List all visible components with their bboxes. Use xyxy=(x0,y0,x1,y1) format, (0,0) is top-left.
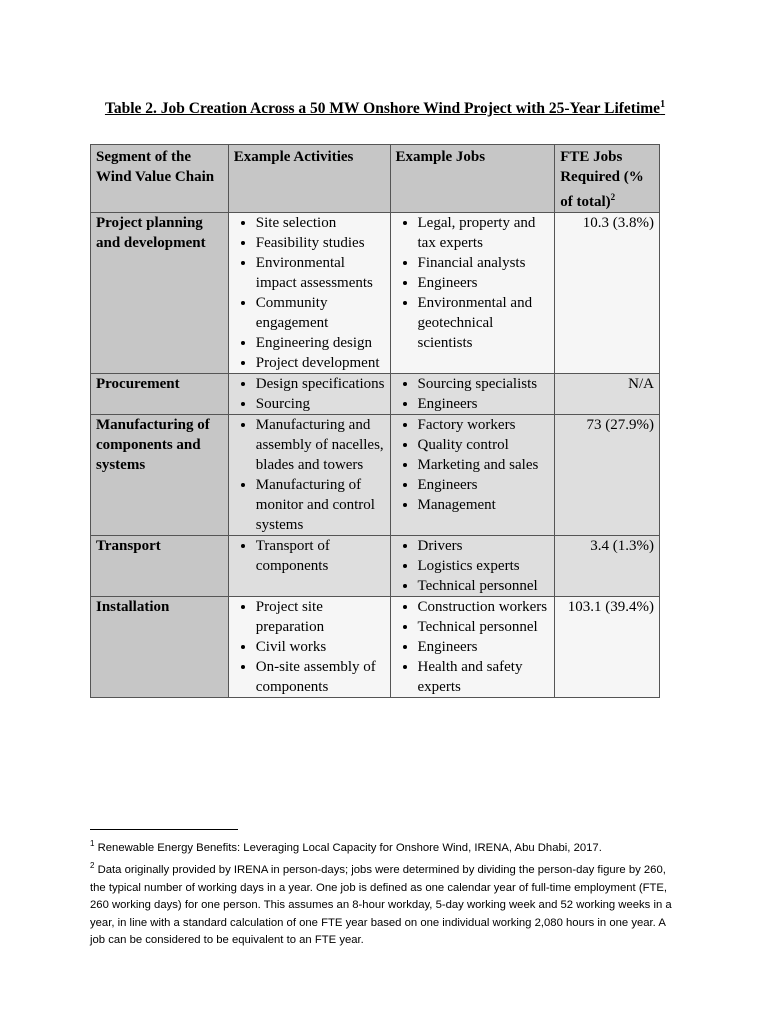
activity-item: • Civil works xyxy=(256,637,385,657)
footnote-1-ref: 1 xyxy=(90,839,95,848)
activities-cell xyxy=(228,415,390,536)
footnote-1-text: Renewable Energy Benefits: Leveraging Local Capacity for Onshore Wind, IRENA, Abu Dhabi, 2017. xyxy=(94,841,602,854)
activity-item: • Sourcing xyxy=(256,394,385,414)
job-item: • Technical personnel xyxy=(418,617,550,637)
footnote-2 xyxy=(90,857,680,949)
job-item: • Management xyxy=(418,495,550,515)
activities-cell xyxy=(228,597,390,698)
activity-item: • Manufacturing and assembly of nacelles, blades and towers xyxy=(256,415,385,475)
jobs-cell xyxy=(390,415,555,536)
table-row xyxy=(91,213,660,374)
segment-cell: Project planning and development xyxy=(91,213,229,374)
jobs-list xyxy=(396,536,550,596)
table-row xyxy=(91,415,660,536)
table-row xyxy=(91,597,660,698)
table-row xyxy=(91,536,660,597)
fte-cell: 73 (27.9%) xyxy=(555,415,660,536)
fte-cell: 103.1 (39.4%) xyxy=(555,597,660,698)
job-item: • Marketing and sales xyxy=(418,455,550,475)
job-item: • Quality control xyxy=(418,435,550,455)
job-item: • Environmental and geotechnical scientists xyxy=(418,293,550,353)
activity-item: • On-site assembly of components xyxy=(256,657,385,697)
activity-item: • Design specifications xyxy=(256,374,385,394)
activity-item: • Community engagement xyxy=(256,293,385,333)
segment-cell: Transport xyxy=(91,536,229,597)
activities-list xyxy=(234,213,385,373)
activities-list xyxy=(234,536,385,576)
job-item: • Legal, property and tax experts xyxy=(418,213,550,253)
job-item: • Drivers xyxy=(418,536,550,556)
segment-cell: Procurement xyxy=(91,374,229,415)
footnote-1 xyxy=(90,835,680,857)
activities-list xyxy=(234,597,385,697)
segment-cell: Manufacturing of components and systems xyxy=(91,415,229,536)
segment-cell: Installation xyxy=(91,597,229,698)
fte-cell: 10.3 (3.8%) xyxy=(555,213,660,374)
job-item: • Factory workers xyxy=(418,415,550,435)
caption-text: Table 2. Job Creation Across a 50 MW Onshore Wind Project with 25-Year Lifetime xyxy=(104,100,661,118)
job-item: • Financial analysts xyxy=(418,253,550,273)
jobs-cell xyxy=(390,374,555,415)
jobs-cell xyxy=(390,597,555,698)
job-item: • Logistics experts xyxy=(418,556,550,576)
activity-item: • Transport of components xyxy=(256,536,385,576)
footnote-separator xyxy=(90,829,238,830)
table-caption xyxy=(90,95,680,118)
activities-list xyxy=(234,374,385,414)
header-fte xyxy=(555,145,660,213)
fte-cell: 3.4 (1.3%) xyxy=(555,536,660,597)
header-segment: Segment of the Wind Value Chain xyxy=(91,145,229,213)
caption-footnote-ref: 1 xyxy=(660,99,666,110)
table-header-row xyxy=(91,145,660,213)
job-item: • Engineers xyxy=(418,394,550,414)
job-item: • Technical personnel xyxy=(418,576,550,596)
jobs-cell xyxy=(390,536,555,597)
activities-cell xyxy=(228,213,390,374)
activity-item: • Manufacturing of monitor and control systems xyxy=(256,475,385,535)
fte-cell: N/A xyxy=(555,374,660,415)
job-item: • Engineers xyxy=(418,637,550,657)
activities-cell xyxy=(228,536,390,597)
table-row xyxy=(91,374,660,415)
job-creation-table xyxy=(90,144,660,698)
activities-list xyxy=(234,415,385,535)
header-activities: Example Activities xyxy=(228,145,390,213)
header-fte-text: FTE Jobs Required (% of total) xyxy=(560,149,644,210)
jobs-list xyxy=(396,374,550,414)
jobs-list xyxy=(396,213,550,353)
job-item: • Engineers xyxy=(418,475,550,495)
job-item: • Engineers xyxy=(418,273,550,293)
activity-item: • Site selection xyxy=(256,213,385,233)
activities-cell xyxy=(228,374,390,415)
jobs-list xyxy=(396,415,550,515)
jobs-list xyxy=(396,597,550,697)
activity-item: • Feasibility studies xyxy=(256,233,385,253)
footnotes xyxy=(90,835,680,950)
header-jobs: Example Jobs xyxy=(390,145,555,213)
footnote-2-text: Data originally provided by IRENA in person-days; jobs were determined by dividing the person-day figure by 260, the typical number of working days in a year. One job is defined as one calendar year of full-time employment (FTE, 260 working days) for one person. This assumes an 8-hour workday, 5-day working week and 52 working weeks in a year, in line with a standard calculation of one FTE year based on one individual working 2,080 hours in one year. A job can be considered to be equivalent to an FTE year. xyxy=(90,864,672,947)
header-fte-ref: 2 xyxy=(610,192,616,202)
job-item: • Sourcing specialists xyxy=(418,374,550,394)
activity-item: • Environmental impact assessments xyxy=(256,253,385,293)
activity-item: • Project site preparation xyxy=(256,597,385,637)
activity-item: • Project development xyxy=(256,353,385,373)
activity-item: • Engineering design xyxy=(256,333,385,353)
jobs-cell xyxy=(390,213,555,374)
footnote-2-ref: 2 xyxy=(90,861,95,871)
job-item: • Health and safety experts xyxy=(418,657,550,697)
job-item: • Construction workers xyxy=(418,597,550,617)
